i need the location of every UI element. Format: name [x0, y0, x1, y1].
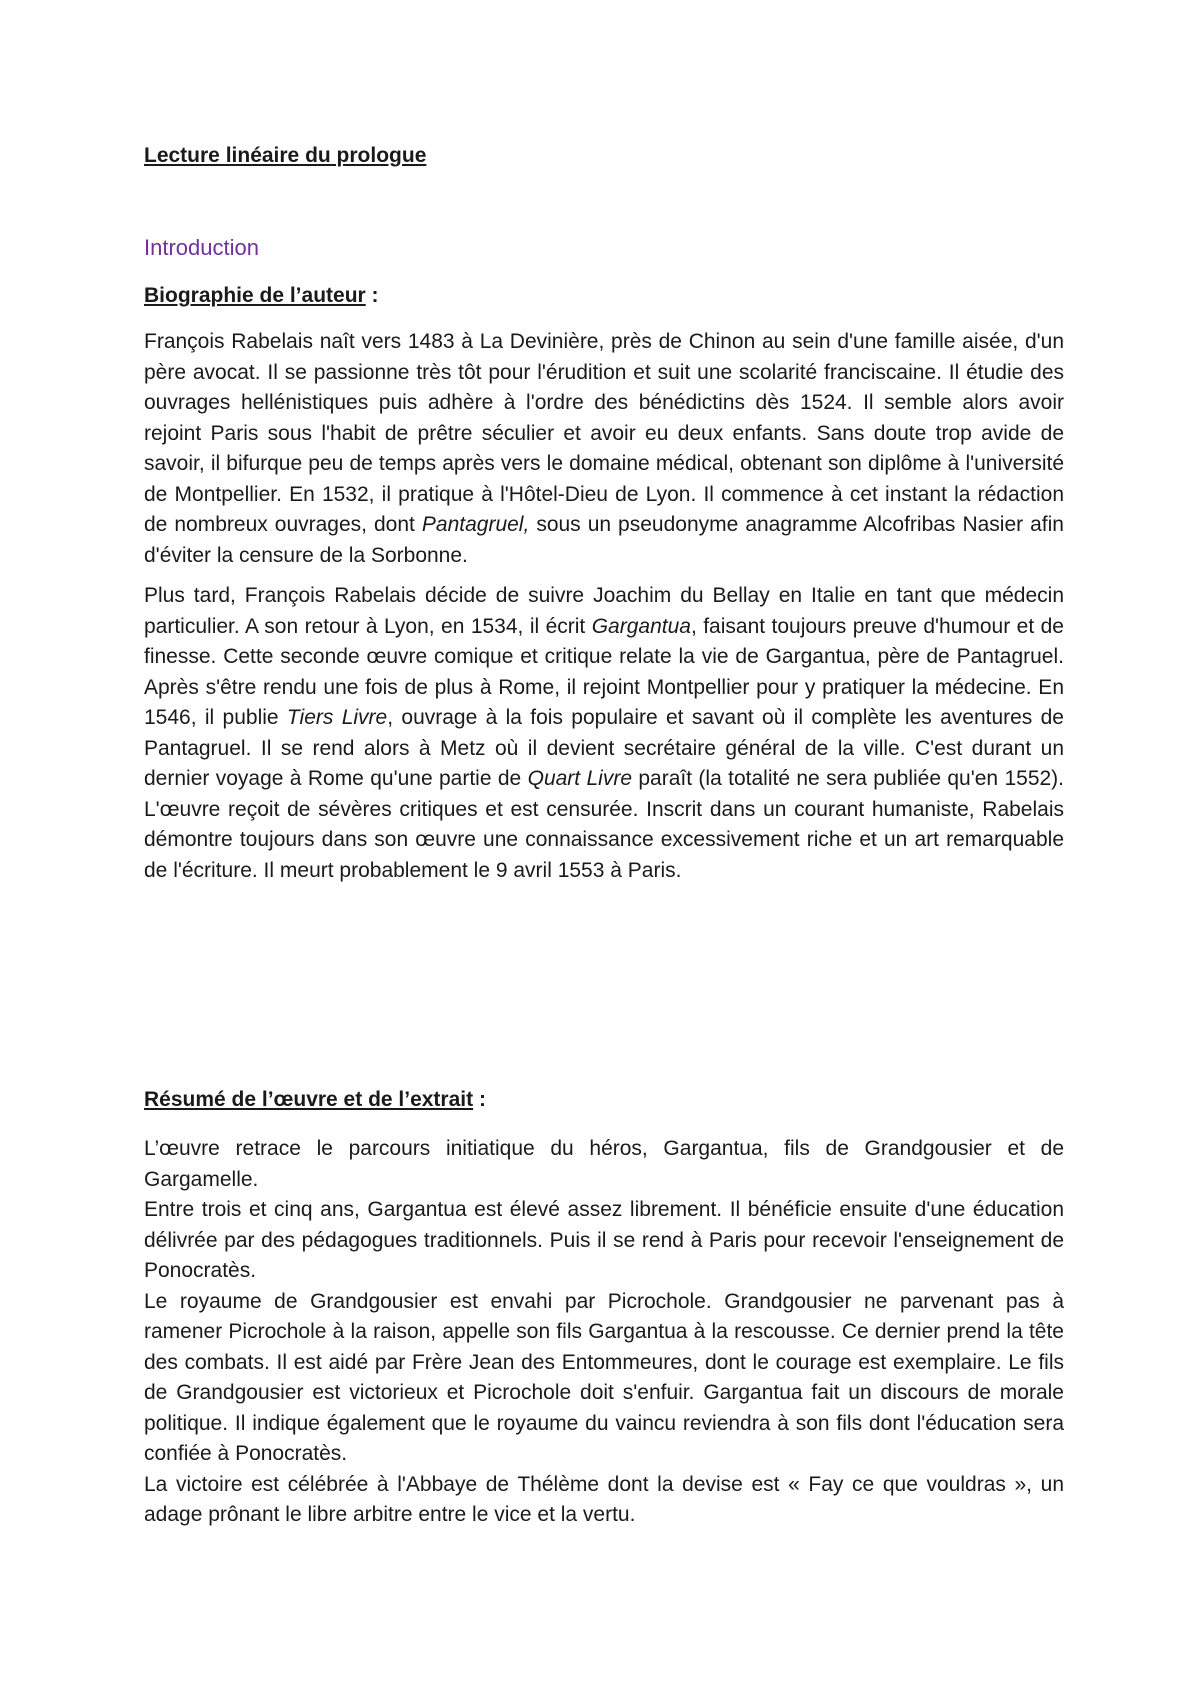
document-page	[144, 0, 1064, 1696]
biography-p2-italic-tiers-livre: Tiers Livre	[286, 706, 388, 729]
biography-paragraph-1	[144, 327, 1064, 571]
summary-paragraph-4: La victoire est célébrée à l'Abbaye de Thélème dont la devise est « Fay ce que vouldras », un adage prônant le libre arbitre entre le vice et la vertu.	[144, 1472, 1064, 1526]
summary-paragraph-1: L’œuvre retrace le parcours initiatique du héros, Gargantua, fils de Grandgousier et de Gargamelle.	[144, 1137, 1064, 1191]
document-title: Lecture linéaire du prologue	[144, 144, 427, 167]
biography-paragraph-2	[144, 581, 1064, 886]
summary-heading-suffix: :	[473, 1088, 486, 1111]
biography-p1-text-1: François Rabelais naît vers 1483 à La Devinière, près de Chinon au sein d'une famille aisée, d'un père avocat. Il se passionne très tôt pour l'érudition et suit une scolarité franciscaine. Il étudie des ouvrages hellénistiques puis adhère à l'ordre des bénédictins dès 1524. Il semble alors avoir rejoint Paris sous l'habit de prêtre séculier et avoir eu deux enfants. Sans doute trop avide de savoir, il bifurque peu de temps après vers le domaine médical, obtenant son diplôme à l'université de Montpellier. En 1532, il pratique à l'Hôtel-Dieu de Lyon. Il commence à cet instant la rédaction de nombreux ouvrages, dont	[144, 330, 1064, 536]
intro-heading: Introduction	[144, 235, 259, 260]
biography-p1-text-2: sous un pseudonyme anagramme Alcofribas Nasier afin d'éviter la censure de la Sorbonne.	[144, 513, 1064, 567]
biography-p2-text-3: , ouvrage à la fois populaire et savant où il complète les aventures de Pantagruel. Il se rend alors à Metz où il devient secrétaire général de la ville. C'est durant un dernier voyage à Rome qu'une partie de	[144, 706, 1064, 790]
summary-paragraph-2: Entre trois et cinq ans, Gargantua est élevé assez librement. Il bénéficie ensuite d'une éducation délivrée par des pédagogues traditionnels. Puis il se rend à Paris pour recevoir l'enseignement de Ponocratès.	[144, 1198, 1064, 1282]
biography-p2-text-4: paraît (la totalité ne sera publiée qu'en 1552). L'œuvre reçoit de sévères critiques et est censurée. Inscrit dans un courant humaniste, Rabelais démontre toujours dans son œuvre une connaissance excessivement riche et un art remarquable de l'écriture. Il meurt probablement le 9 avril 1553 à Paris.	[144, 767, 1065, 882]
summary-paragraph-3: Le royaume de Grandgousier est envahi par Picrochole. Grandgousier ne parvenant pas à ramener Picrochole à la raison, appelle son fils Gargantua à la rescousse. Ce dernier prend la tête des combats. Il est aidé par Frère Jean des Entommeures, dont le courage est exemplaire. Le fils de Grandgousier est victorieux et Picrochole doit s'enfuir. Gargantua fait un discours de morale politique. Il indique également que le royaume du vaincu reviendra à son fils dont l'éducation sera confiée à Ponocratès.	[144, 1289, 1064, 1465]
biography-p1-italic-title: Pantagruel,	[421, 513, 530, 536]
biography-heading-suffix: :	[365, 284, 379, 307]
summary-heading-text: Résumé de l’œuvre et de l’extrait	[144, 1088, 474, 1111]
summary-section	[144, 1134, 1064, 1531]
biography-heading-text: Biographie de l’auteur	[144, 284, 366, 307]
biography-p2-italic-quart-livre: Quart Livre	[527, 767, 633, 790]
biography-p2-text-1: Plus tard, François Rabelais décide de suivre Joachim du Bellay en Italie en tant que médecin particulier. A son retour à Lyon, en 1534, il écrit	[144, 584, 1064, 638]
summary-heading	[144, 1088, 486, 1112]
biography-section	[144, 327, 1064, 896]
biography-p2-text-2: , faisant toujours preuve d'humour et de finesse. Cette seconde œuvre comique et critique relate la vie de Gargantua, père de Pantagruel. Après s'être rendu une fois de plus à Rome, il rejoint Montpellier pour y pratiquer la médecine. En 1546, il publie	[144, 614, 1064, 729]
biography-p2-italic-gargantua: Gargantua	[591, 614, 691, 638]
biography-heading	[144, 284, 379, 308]
